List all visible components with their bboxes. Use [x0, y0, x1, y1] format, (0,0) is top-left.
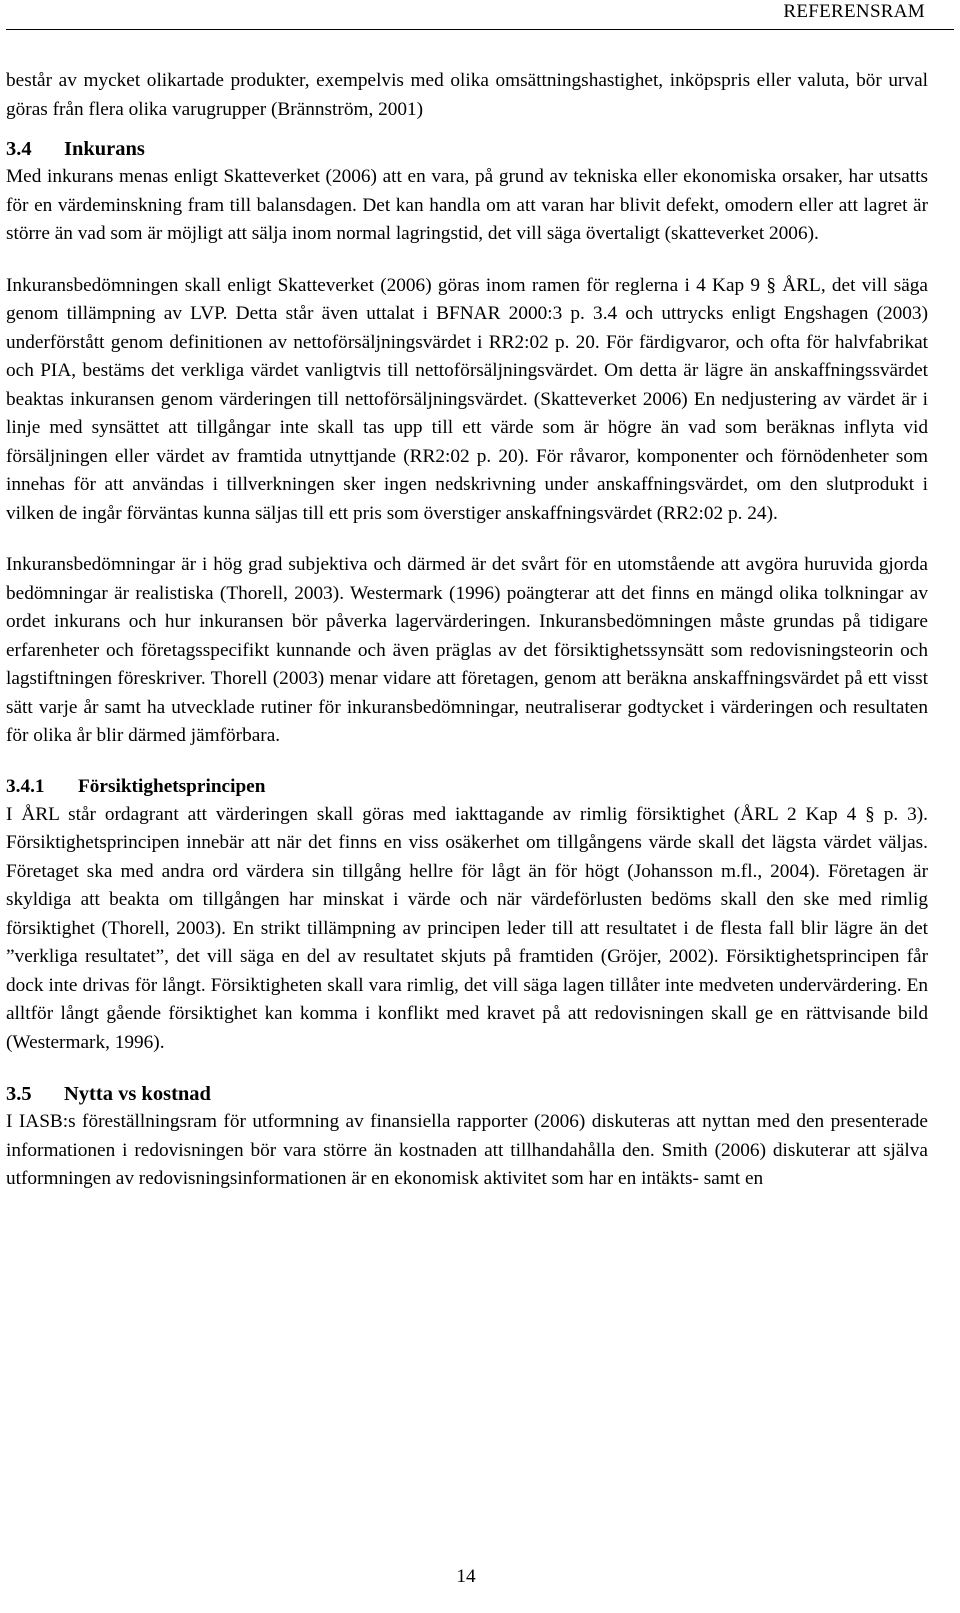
paragraph-intro: består av mycket olikartade produkter, exempelvis med olika omsättningshastighet, inköpspris eller valuta, bör urval göras från flera olika varugrupper (Brännström, 2001) [6, 70, 928, 120]
paragraph-nytta: I IASB:s föreställningsram för utformning av finansiella rapporter (2006) diskuteras att nyttan med den presenterade informationen i redovisningen bör vara större än kostnaden att tillhandahålla den. Smith (2006) diskuterar att själva utformningen av redovisningsinformationen är en ekonomisk aktivitet som har en intäkts- samt en [6, 1111, 928, 1189]
paragraph-inkurans-bedomning: Inkuransbedömningen skall enligt Skatteverket (2006) göras inom ramen för reglerna i 4 Kap 9 § ÅRL, det vill säga genom tillämpning av LVP. Detta står även uttalat i BFNAR 2000:3 p. 3.4 och uttrycks enligt Engshagen (2003) underförstått genom definitionen av nettoförsäljningsvärdet i RR2:02 p. 20. För färdigvaror, och ofta för halvfabrikat och PIA, bestäms det verkliga värdet vanligtvis till nettoförsäljningsvärdet. Om detta är lägre än anskaffningssvärdet beaktas inkuransen genom värderingen till nettoförsäljningsvärdet. (Skatteverket 2006) En nedjustering av värdet är i linje med synsättet att tillgångar inte skall tas upp till ett värde som är högre än vad som beräknas inflyta vid försäljningen eller värdet av framtida utnyttjande (RR2:02 p. 20). För råvaror, komponenter och förnödenheter som innehas för att användas i tillverkningen sker ingen nedskrivning under anskaffningsvärdet, om den slutprodukt i vilken de ingår förväntas kunna säljas till ett pris som överstiger anskaffningsvärdet (RR2:02 p. 24). [6, 274, 928, 524]
page-number: 14 [456, 1566, 476, 1587]
section-number: 3.4.1 [6, 775, 45, 797]
section-title: Inkurans [64, 138, 145, 160]
page-body [6, 67, 928, 1194]
section-number: 3.4 [6, 138, 32, 160]
section-heading-forsiktighetsprincipen [6, 773, 928, 801]
paragraph-forsiktighet: I ÅRL står ordagrant att värderingen skall göras med iakttagande av rimlig försiktighet (ÅRL 2 Kap 4 § p. 3). Försiktighetsprincipen innebär att när det finns en viss osäkerhet om tillgångens värde skall det lägsta värdet väljas. Företaget ska med andra ord värdera sin tillgång hellre för lågt än för högt (Johansson m.fl., 2004). Företagen är skyldiga att beakta om tillgången har minskat i värde och när värdeförlusten bedöms skall den ske med rimlig försiktighet (Thorell, 2003). En strikt tillämpning av principen leder till att resultatet i de flesta fall blir lägre än det ”verkliga resultatet”, det vill säga en del av resultatet skjuts på framtiden (Gröjer, 2002). Försiktighetsprincipen får dock inte drivas för långt. Försiktigheten skall vara rimlig, det vill säga lagen tillåter inte medveten undervärdering. En alltför långt gående försiktighet kan komma i konflikt med kravet på att redovisningen skall ge en rättvisande bild (Westermark, 1996). [6, 803, 928, 1053]
section-title: Försiktighetsprincipen [78, 775, 266, 797]
paragraph-subjektiva-bedomningar: Inkuransbedömningar är i hög grad subjektiva och därmed är det svårt för en utomstående att avgöra huruvida gjorda bedömningar är realistiska (Thorell, 2003). Westermark (1996) poängterar att det finns en mängd olika tolkningar av ordet inkurans och hur inkuransen bör påverka lagervärderingen. Inkuransbedömningen måste grundas på tidigare erfarenheter och företagsspecifikt kunnande och även präglas av det försiktighetssynsätt som redovisningsteorin och lagstiftningen föreskriver. Thorell (2003) menar vidare att företagen, genom att beräkna anskaffningsvärdet på ett visst sätt varje år samt ha utvecklade rutiner för inkuransbedömningar, neutraliserar godtycket i värderingen och resultaten för olika år blir därmed jämförbara. [6, 554, 928, 746]
paragraph-inkurans-definition: Med inkurans menas enligt Skatteverket (2006) att en vara, på grund av tekniska eller ekonomiska orsaker, har utsatts för en värdeminskning fram till balansdagen. Det kan handla om att varan har blivit defekt, omodern eller att lagret är större än vad som är möjligt att sälja inom normal lagringstid, det vill säga övertaligt (skatteverket 2006). [6, 166, 928, 244]
running-header: REFERENSRAM [783, 1, 925, 22]
section-heading-inkurans [6, 135, 928, 163]
section-title: Nytta vs kostnad [64, 1083, 211, 1105]
section-number: 3.5 [6, 1083, 32, 1105]
section-heading-nytta-vs-kostnad [6, 1080, 928, 1108]
header-rule [6, 29, 954, 30]
